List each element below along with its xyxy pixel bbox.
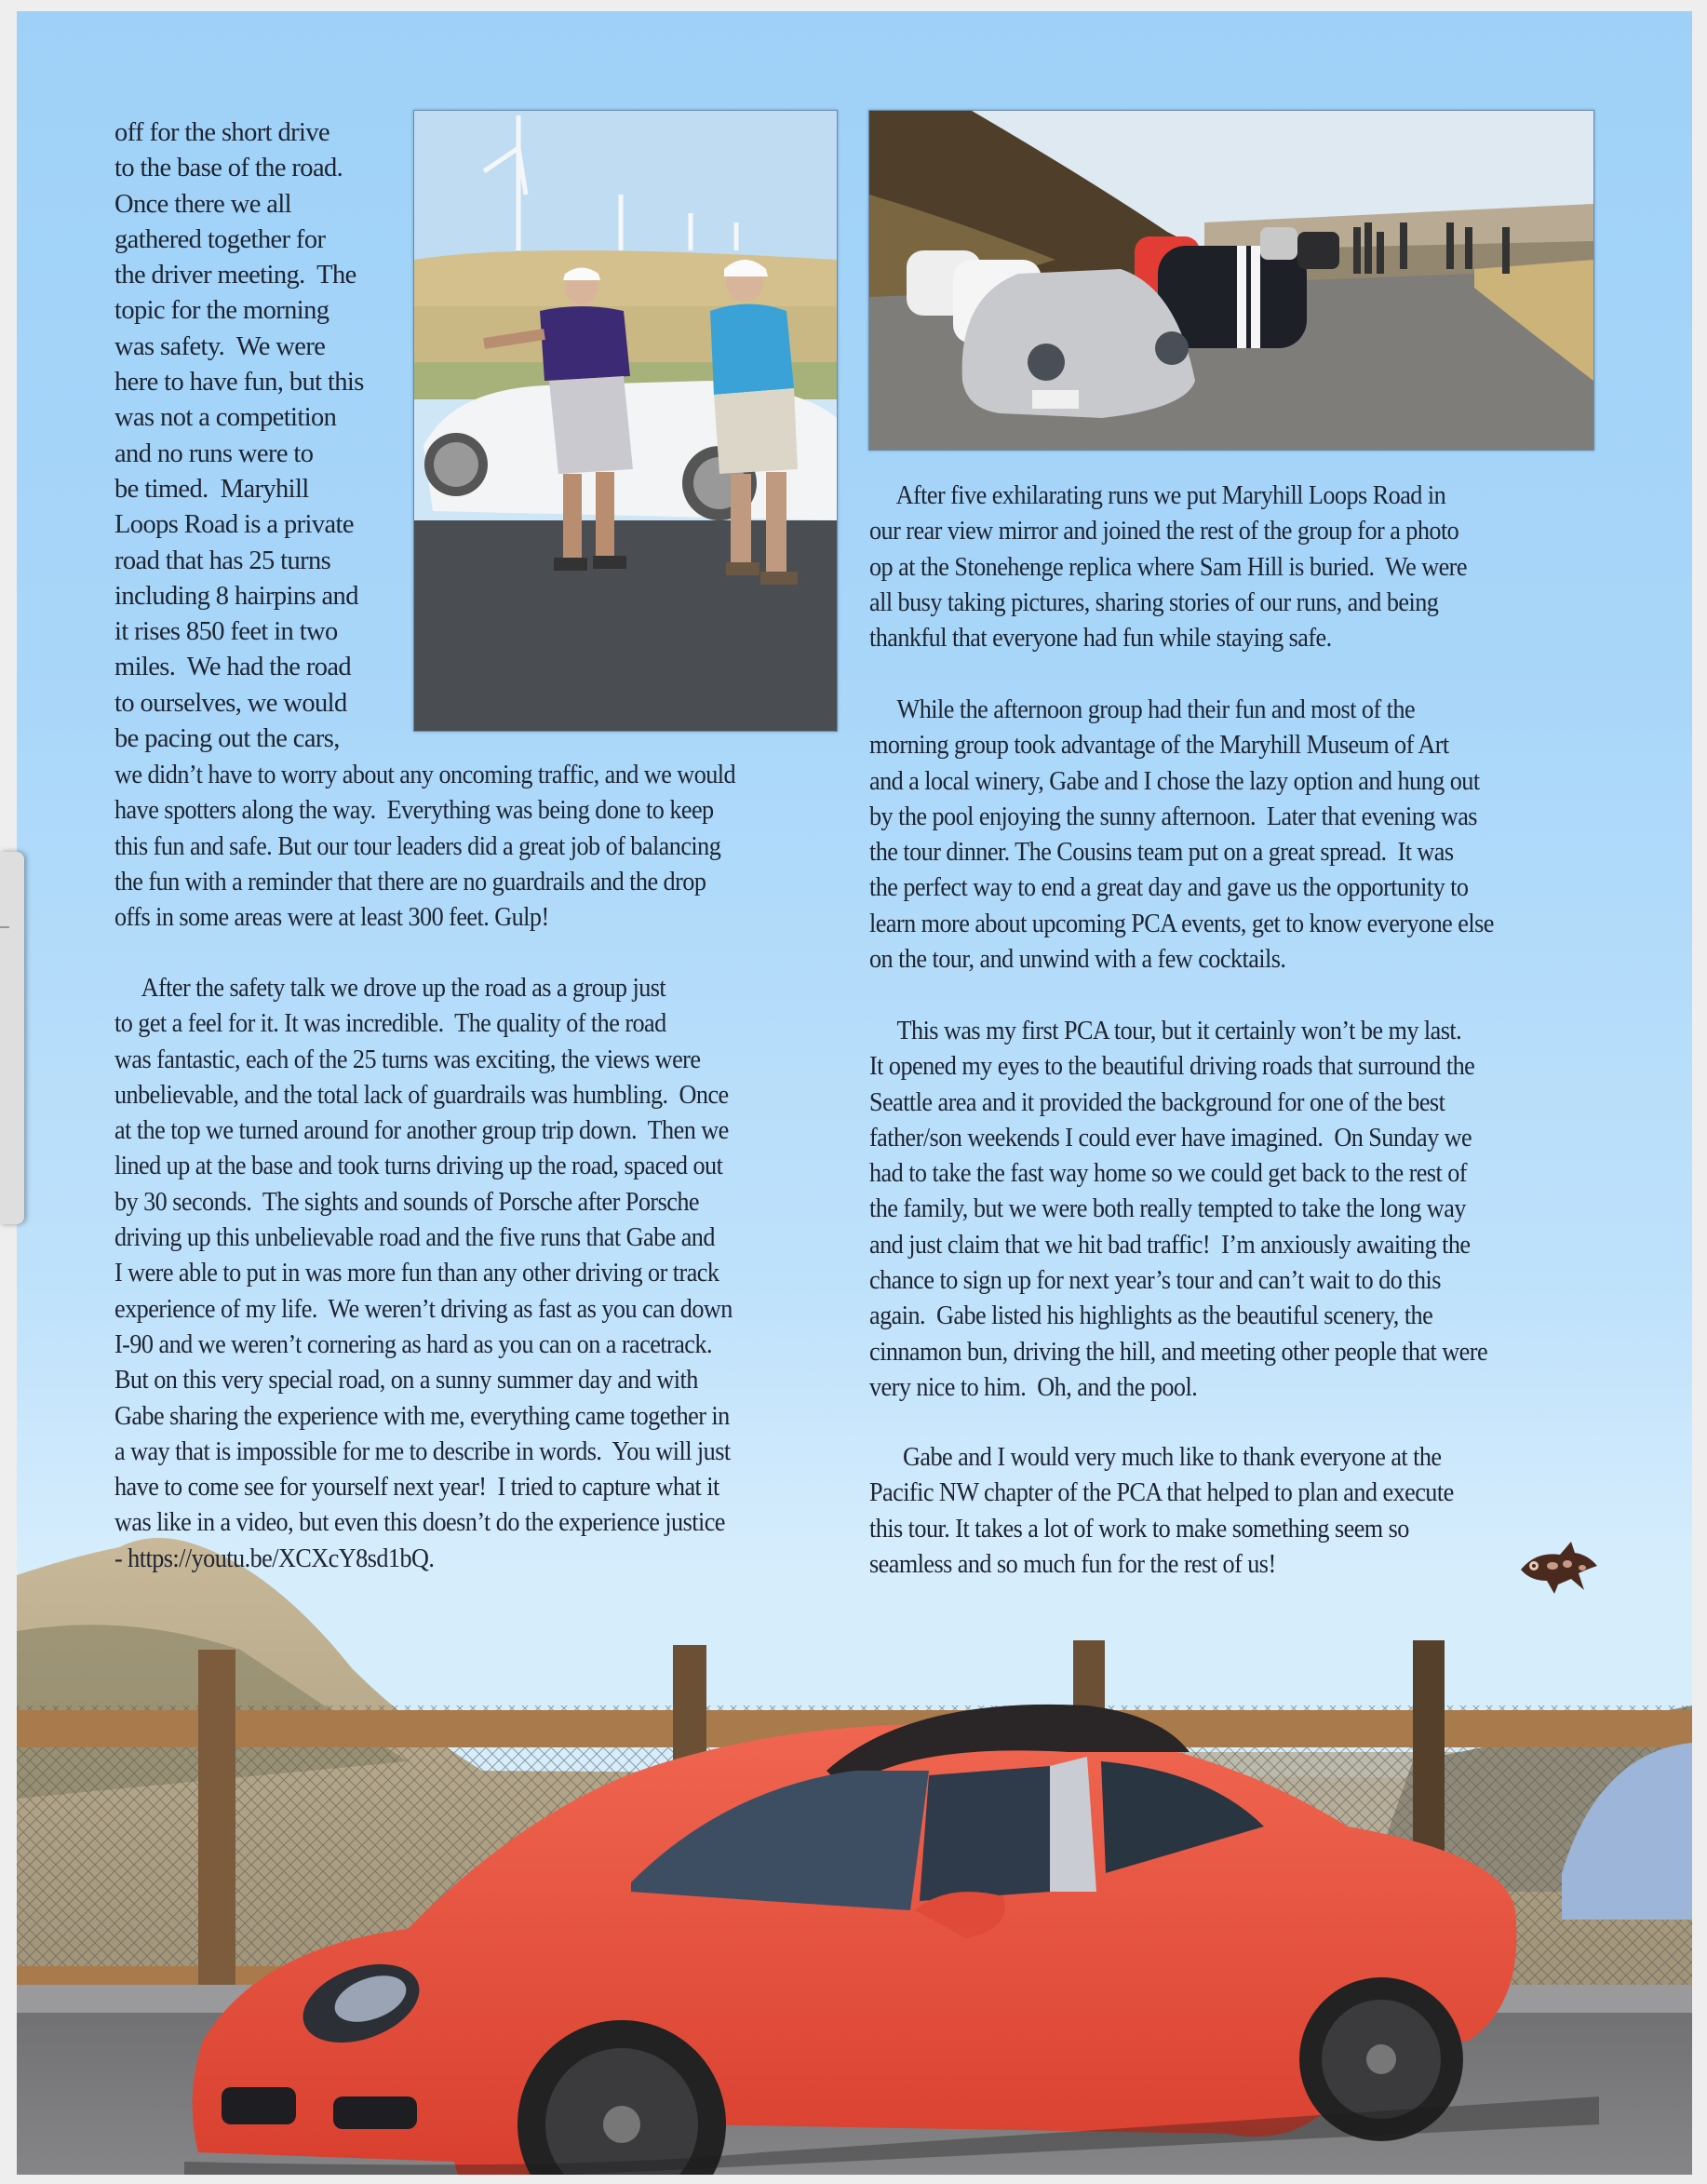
text-line: off for the short drive [114, 118, 330, 147]
text-line: very nice to him. Oh, and the pool. [869, 1372, 1198, 1402]
text-line: But on this very special road, on a sunny summer day and with [114, 1366, 698, 1395]
text-line: all busy taking pictures, sharing stories of our runs, and being [869, 587, 1439, 617]
text-line: our rear view mirror and joined the rest of the group for a photo [869, 517, 1459, 546]
magazine-page [17, 11, 1692, 2175]
text-line: topic for the morning [114, 296, 329, 326]
photo-tour-leaders [413, 110, 838, 732]
text-line: the perfect way to end a great day and gave us the opportunity to [869, 873, 1469, 903]
text-line: this tour. It takes a lot of work to make something seem so [869, 1514, 1409, 1544]
text-line: again. Gabe listed his highlights as the beautiful scenery, the [869, 1301, 1433, 1331]
text-line: to ourselves, we would [114, 688, 347, 718]
text-line: and just claim that we hit bad traffic! I’m anxiously awaiting the [869, 1230, 1471, 1260]
text-line: be timed. Maryhill [114, 474, 309, 504]
article-text-left-narrow [114, 115, 364, 757]
text-line: a way that is impossible for me to describe in words. You will just [114, 1436, 731, 1466]
text-line: including 8 hairpins and [114, 581, 358, 611]
text-line: I were able to put in was more fun than any other driving or track [114, 1259, 719, 1288]
article-paragraph-first-tour [869, 1014, 1487, 1406]
text-line: cinnamon bun, driving the hill, and meeting other people that were [869, 1337, 1488, 1367]
text-line: learn more about upcoming PCA events, get to know everyone else [869, 909, 1494, 938]
text-line: offs in some areas were at least 300 feet. Gulp! [114, 903, 549, 933]
text-line: have spotters along the way. Everything was being done to keep [114, 796, 714, 826]
text-line: we didn’t have to worry about any oncoming traffic, and we would [114, 761, 736, 789]
text-line: It opened my eyes to the beautiful driving roads that surround the [869, 1052, 1475, 1082]
text-line: morning group took advantage of the Maryhill Museum of Art [869, 731, 1449, 761]
text-line: was safety. We were [114, 331, 326, 361]
text-line: had to take the fast way home so we could get back to the rest of [869, 1159, 1467, 1189]
text-line: Gabe and I would very much like to thank everyone at the [869, 1443, 1442, 1472]
text-line: thankful that everyone had fun while staying safe. [869, 624, 1332, 654]
text-line: the family, but we were both really tempted to take the long way [869, 1194, 1466, 1224]
text-line: to get a feel for it. It was incredible. The quality of the road [114, 1009, 666, 1039]
text-line: road that has 25 turns [114, 546, 331, 575]
text-line: by 30 seconds. The sights and sounds of Porsche after Porsche [114, 1187, 699, 1217]
text-line: After five exhilarating runs we put Maryhill Loops Road in [869, 481, 1446, 510]
text-line: it rises 850 feet in two [114, 617, 338, 647]
text-line: be pacing out the cars, [114, 724, 340, 754]
text-line: unbelievable, and the total lack of guardrails was humbling. Once [114, 1080, 729, 1110]
article-paragraph-thanks [869, 1440, 1454, 1583]
text-line: Once there we all [114, 189, 291, 219]
text-line: on the tour, and unwind with a few cocktails. [869, 945, 1286, 975]
text-line: father/son weekends I could ever have imagined. On Sunday we [869, 1123, 1472, 1153]
article-text-left-wide [114, 758, 735, 936]
text-line: experience of my life. We weren’t driving as fast as you can down [114, 1294, 733, 1324]
text-line: and no runs were to [114, 438, 314, 468]
text-line: this fun and safe. But our tour leaders did a great job of balancing [114, 831, 721, 861]
text-line: to the base of the road. [114, 154, 343, 183]
article-paragraph-five-runs [869, 479, 1467, 656]
text-line: While the afternoon group had their fun and most of the [869, 695, 1416, 724]
text-line: Gabe sharing the experience with me, everything came together in [114, 1401, 730, 1431]
text-line: driving up this unbelievable road and the five runs that Gabe and [114, 1223, 715, 1253]
text-line: seamless and so much fun for the rest of us! [869, 1549, 1276, 1579]
text-line: at the top we turned around for another group trip down. Then we [114, 1116, 729, 1146]
text-line: lined up at the base and took turns driving up the road, spaced out [114, 1152, 723, 1181]
salmon-icon [1517, 1538, 1599, 1596]
text-line: gathered together for [114, 224, 326, 254]
text-line: - https://youtu.be/XCXcY8sd1bQ. [114, 1544, 435, 1573]
text-line: op at the Stonehenge replica where Sam Hill is buried. We were [869, 552, 1467, 582]
text-line: I-90 and we weren’t cornering as hard as you can on a racetrack. [114, 1329, 712, 1359]
article-paragraph-safety-talk [114, 971, 733, 1577]
side-panel-handle[interactable] [0, 852, 24, 1224]
text-line: After the safety talk we drove up the road as a group just [114, 974, 666, 1003]
text-line: here to have fun, but this [114, 368, 364, 398]
text-line: was fantastic, each of the 25 turns was exciting, the views were [114, 1045, 701, 1074]
text-line: This was my first PCA tour, but it certainly won’t be my last. [869, 1017, 1462, 1045]
text-line: chance to sign up for next year’s tour and can’t wait to do this [869, 1266, 1441, 1296]
text-line: Loops Road is a private [114, 510, 354, 540]
text-line: miles. We had the road [114, 653, 352, 682]
text-line: have to come see for yourself next year! I tried to capture what it [114, 1473, 719, 1503]
text-line: Seattle area and it provided the background for one of the best [869, 1087, 1445, 1117]
photo-cars-lineup [868, 110, 1594, 451]
text-line: was not a competition [114, 403, 337, 433]
text-line: the tour dinner. The Cousins team put on a great spread. It was [869, 838, 1454, 868]
text-line: was like in a video, but even this doesn’t do the experience justice [114, 1508, 725, 1538]
text-line: and a local winery, Gabe and I chose the lazy option and hung out [869, 766, 1480, 796]
text-line: the fun with a reminder that there are no guardrails and the drop [114, 867, 706, 897]
text-line: Pacific NW chapter of the PCA that helped to plan and execute [869, 1478, 1454, 1508]
text-line: by the pool enjoying the sunny afternoon. Later that evening was [869, 802, 1477, 831]
text-line: the driver meeting. The [114, 261, 356, 290]
article-paragraph-afternoon [869, 693, 1494, 977]
scene-photo [17, 1519, 1692, 2175]
grip-line [0, 926, 9, 928]
